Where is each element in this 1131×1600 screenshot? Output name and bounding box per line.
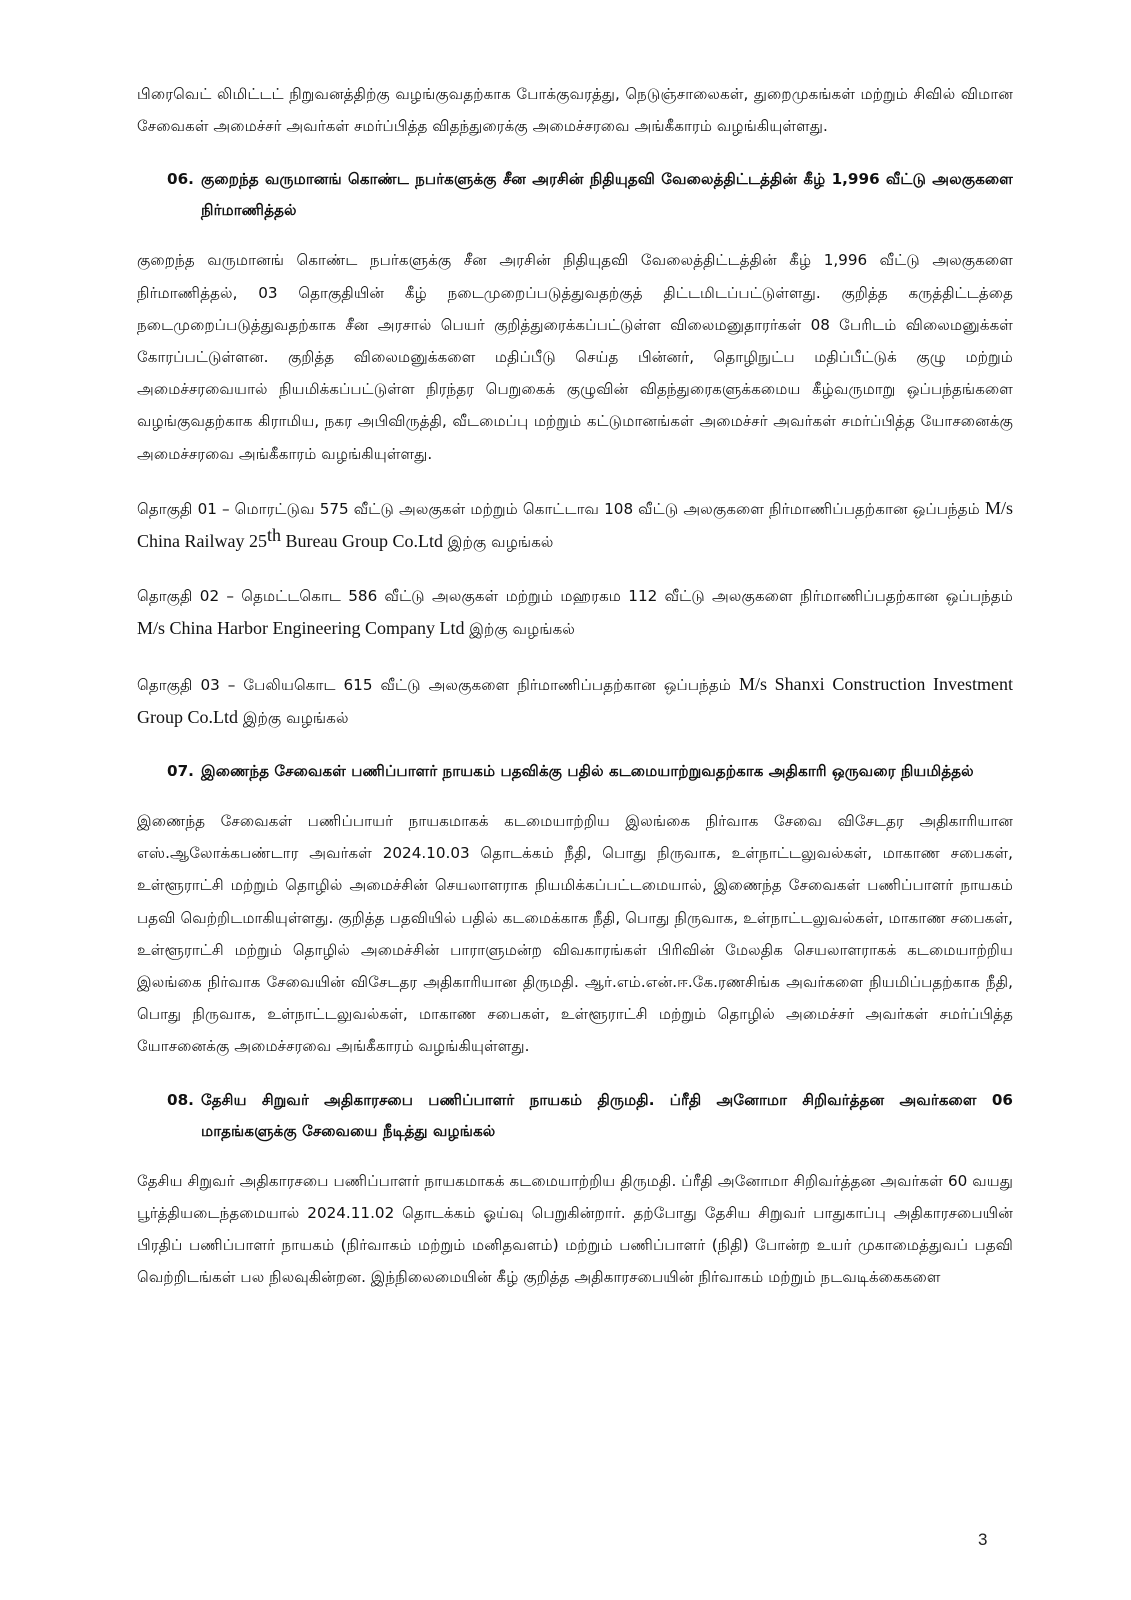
section-number: 07. [167, 762, 194, 781]
section-06-body: குறைந்த வருமானங் கொண்ட நபர்களுக்கு சீன அரசின் நிதியுதவி வேலைத்திட்டத்தின் கீழ் 1,996 வீட்டு அலகுகளை நிர்மாணித்தல், 03 தொகுதியின் கீழ் நடைமுறைப்படுத்துவதற்குத் திட்டமிடப்பட்டுள்ளது. குறித்த கருத்திட்டத்தை நடைமுறைப்படுத்துவதற்காக சீன அரசால் பெயர் குறித்துரைக்கப்பட்டுள்ள விலைமனுதாரர்கள் 08 பேரிடம் விலைமனுக்கள் கோரப்பட்டுள்ளன. குறித்த விலைமனுக்களை மதிப்பீடு செய்த பின்னர், தொழிநுட்ப மதிப்பீட்டுக் குழு மற்றும் அமைச்சரவையால் நியமிக்கப்பட்டுள்ள நிரந்தர பெறுகைக் குழுவின் விதந்துரைகளுக்கமைய கீழ்வருமாறு ஒப்பந்தங்களை வழங்குவதற்காக கிராமிய, நகர அபிவிருத்தி, வீடமைப்பு மற்றும் கட்டுமானங்கள் அமைச்சர் அவர்கள் சமர்ப்பித்த யோசனைக்கு அமைச்சரவை அங்கீகாரம் வழங்கியுள்ளது. [137, 251, 1013, 463]
company-name: M/s China Harbor Engineering Company Ltd [137, 618, 465, 639]
package-03: தொகுதி 03 – பேலியகொட 615 வீட்டு அலகுகளை நிர்மாணிப்பதற்கான ஒப்பந்தம் M/s Shanxi Construction Investment Group Co.Ltd இற்கு வழங்கல் [137, 673, 1013, 727]
section-08-body: தேசிய சிறுவர் அதிகாரசபை பணிப்பாளர் நாயகமாகக் கடமையாற்றிய திருமதி. ப்ரீதி அனோமா சிறிவர்த்தன அவர்கள் 60 வயது பூர்த்தியடைந்தமையால் 2024.11.02 தொடக்கம் ஓய்வு பெறுகின்றார். தற்போது தேசிய சிறுவர் பாதுகாப்பு அதிகாரசபையின் பிரதிப் பணிப்பாளர் நாயகம் (நிர்வாகம் மற்றும் மனிதவளம்) மற்றும் பணிப்பாளர் (நிதி) போன்ற உயர் முகாமைத்துவப் பதவி வெற்றிடங்கள் பல நிலவுகின்றன. இந்நிலைமையின் கீழ் குறித்த அதிகாரசபையின் நிர்வாகம் மற்றும் நடவடிக்கைகளை [137, 1171, 1013, 1287]
section-title: இணைந்த சேவைகள் பணிப்பாளர் நாயகம் பதவிக்கு பதில் கடமையாற்றுவதற்காக அதிகாரி ஒருவரை நியமித்தல் [201, 762, 974, 781]
package-02: தொகுதி 02 – தெமட்டகொட 586 வீட்டு அலகுகள் மற்றும் மஹரகம 112 வீட்டு அலகுகளை நிர்மாணிப்பதற்கான ஒப்பந்தம் M/s China Harbor Engineering Company Ltd இற்கு வழங்கல் [137, 587, 1013, 639]
page-number: 3 [978, 1530, 988, 1549]
intro-paragraph: பிரைவெட் லிமிட்டட் நிறுவனத்திற்கு வழங்குவதற்காக போக்குவரத்து, நெடுஞ்சாலைகள், துறைமுகங்கள் மற்றும் சிவில் விமான சேவைகள் அமைச்சர் அவர்கள் சமர்ப்பித்த விதந்துரைக்கு அமைச்சரவை அங்கீகாரம் வழங்கியுள்ளது. [137, 85, 1013, 136]
section-08-heading [167, 1085, 1013, 1147]
section-07-heading [167, 756, 1013, 787]
company-name: M/s Shanxi Construction Investment Group Co.Ltd [137, 673, 1013, 727]
section-06-heading [167, 164, 1013, 226]
section-number: 08. [167, 1090, 194, 1109]
section-number: 06. [167, 170, 194, 189]
company-name: M/s China Railway 25 [137, 497, 1013, 552]
section-title: குறைந்த வருமானங் கொண்ட நபர்களுக்கு சீன அரசின் நிதியுதவி வேலைத்திட்டத்தின் கீழ் 1,996 வீட்டு அலகுகளை நிர்மாணித்தல் [201, 170, 1013, 220]
package-01: தொகுதி 01 – மொரட்டுவ 575 வீட்டு அலகுகள் மற்றும் கொட்டாவ 108 வீட்டு அலகுகளை நிர்மாணிப்பதற்கான ஒப்பந்தம் M/s China Railway 25th Bureau Group Co.Ltd இற்கு வழங்கல் [137, 497, 1013, 552]
section-07-body: இணைந்த சேவைகள் பணிப்பாயர் நாயகமாகக் கடமையாற்றிய இலங்கை நிர்வாக சேவை விசேடதர அதிகாரியான எஸ்.ஆலோக்கபண்டார அவர்கள் 2024.10.03 தொடக்கம் நீதி, பொது நிருவாக, உள்நாட்டலுவல்கள், மாகாண சபைகள், உள்ளூராட்சி மற்றும் தொழில் அமைச்சின் செயலாளராக நியமிக்கப்பட்டமையால், இணைந்த சேவைகள் பணிப்பாளர் நாயகம் பதவி வெற்றிடமாகியுள்ளது. குறித்த பதவியில் பதில் கடமைக்காக நீதி, பொது நிருவாக, உள்நாட்டலுவல்கள், மாகாண சபைகள், உள்ளூராட்சி மற்றும் தொழில் அமைச்சின் பாராளுமன்ற விவகாரங்கள் பிரிவின் மேலதிக செயலாளராகக் கடமையாற்றிய இலங்கை நிர்வாக சேவையின் விசேடதர அதிகாரியான திருமதி. ஆர்.எம்.என்.ஈ.கே.ரணசிங்க அவர்களை நியமிப்பதற்காக நீதி, பொது நிருவாக, உள்நாட்டலுவல்கள், மாகாண சபைகள், உள்ளூராட்சி மற்றும் தொழில் அமைச்சர் அவர்கள் சமர்ப்பித்த யோசனைக்கு அமைச்சரவை அங்கீகாரம் வழங்கியுள்ளது. [137, 812, 1013, 1056]
section-title: தேசிய சிறுவர் அதிகாரசபை பணிப்பாளர் நாயகம் திருமதி. ப்ரீதி அனோமா சிறிவர்த்தன அவர்களை 06 மாதங்களுக்கு சேவையை நீடித்து வழங்கல் [201, 1090, 1013, 1140]
